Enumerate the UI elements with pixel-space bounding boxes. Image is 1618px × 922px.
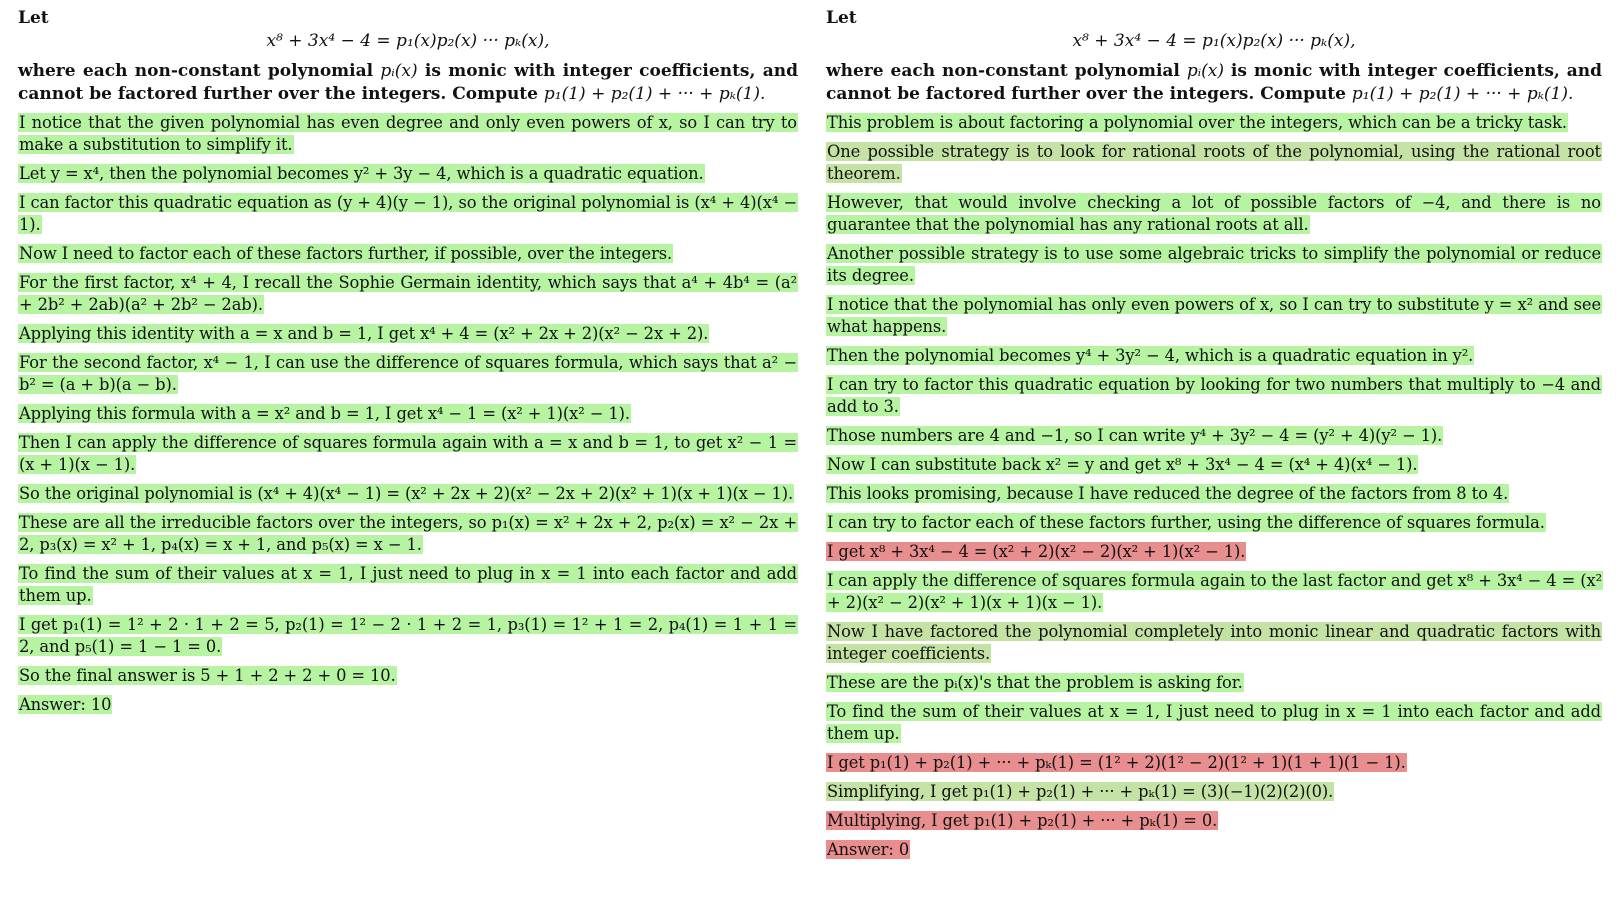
step-text: To find the sum of their values at x = 1, I just need to plug in x = 1 into each factor and add them up. [827, 702, 1601, 743]
step-text: Multiplying, I get p₁(1) + p₂(1) + ··· + pₖ(1) = 0. [827, 811, 1218, 830]
solution-step [826, 454, 1602, 476]
step-text: I get x⁸ + 3x⁴ − 4 = (x² + 2)(x² − 2)(x² + 1)(x² − 1). [827, 542, 1246, 561]
problem-text-b: is monic with integer coefficients, and cannot be factored further over the integers. Compute [18, 61, 798, 104]
left-solution-column [18, 8, 798, 723]
step-text: One possible strategy is to look for rational roots of the polynomial, using the rational root theorem. [827, 142, 1601, 183]
solution-step [826, 781, 1602, 803]
problem-formula: x⁸ + 3x⁴ − 4 = p₁(x)p₂(x) ··· pₖ(x), [266, 31, 550, 51]
solution-step [826, 621, 1602, 665]
step-text: Answer: 0 [827, 840, 910, 859]
step-text: So the original polynomial is (x⁴ + 4)(x⁴ − 1) = (x² + 2x + 2)(x² − 2x + 2)(x² + 1)(x + 1)(x − 1). [19, 484, 794, 503]
solution-step [826, 374, 1602, 418]
step-text: I can apply the difference of squares formula again to the last factor and get x⁸ + 3x⁴ − 4 = (x² + 2)(x² − 2)(x² + 1)(x + 1)(x − 1). [827, 571, 1603, 612]
solution-step [826, 243, 1602, 287]
step-text: Now I can substitute back x² = y and get x⁸ + 3x⁴ − 4 = (x⁴ + 4)(x⁴ − 1). [827, 455, 1418, 474]
solution-step [18, 112, 798, 156]
step-text: I notice that the given polynomial has even degree and only even powers of x, so I can try to make a substitution to simplify it. [19, 113, 797, 154]
solution-step [18, 243, 798, 265]
solution-step [18, 352, 798, 396]
solution-step [18, 323, 798, 345]
problem-sum: p₁(1) + p₂(1) + ··· + pₖ(1). [1351, 84, 1574, 104]
solution-step [18, 512, 798, 556]
step-text: However, that would involve checking a lot of possible factors of −4, and there is no guarantee that the polynomial has any rational roots at all. [827, 193, 1601, 234]
solution-step [18, 665, 798, 687]
solution-step [18, 694, 798, 716]
step-text: Applying this identity with a = x and b = 1, I get x⁴ + 4 = (x² + 2x + 2)(x² − 2x + 2). [19, 324, 709, 343]
step-text: For the first factor, x⁴ + 4, I recall the Sophie Germain identity, which says that a⁴ + 4b⁴ = (a² + 2b² + 2ab)(a² + 2b² − 2ab). [19, 273, 797, 314]
solution-step [826, 425, 1602, 447]
solution-step [18, 192, 798, 236]
step-text: I get p₁(1) = 1² + 2 · 1 + 2 = 5, p₂(1) = 1² − 2 · 1 + 2 = 1, p₃(1) = 1² + 1 = 2, p₄(1) = 1 + 1 = 2, and p₅(1) = 1 − 1 = 0. [19, 615, 797, 656]
problem-text-b: is monic with integer coefficients, and cannot be factored further over the integers. Compute [826, 61, 1602, 104]
right-solution-column [826, 8, 1602, 868]
solution-step [18, 563, 798, 607]
solution-step [18, 272, 798, 316]
solution-step [826, 345, 1602, 367]
problem-sum: p₁(1) + p₂(1) + ··· + pₖ(1). [543, 84, 766, 104]
step-text: I notice that the polynomial has only even powers of x, so I can try to substitute y = x² and see what happens. [827, 295, 1601, 336]
step-text: I can try to factor this quadratic equation by looking for two numbers that multiply to −4 and add to 3. [827, 375, 1601, 416]
step-text: Applying this formula with a = x² and b = 1, I get x⁴ − 1 = (x² + 1)(x² − 1). [19, 404, 630, 423]
problem-pi: pᵢ(x) [380, 61, 418, 81]
solution-step [826, 141, 1602, 185]
step-text: Another possible strategy is to use some algebraic tricks to simplify the polynomial or reduce its degree. [827, 244, 1601, 285]
problem-statement [18, 60, 798, 106]
problem-text-a: where each non-constant polynomial [826, 61, 1187, 81]
solution-step [18, 403, 798, 425]
step-text: Those numbers are 4 and −1, so I can write y⁴ + 3y² − 4 = (y² + 4)(y² − 1). [827, 426, 1443, 445]
solution-step [826, 839, 1602, 861]
solution-steps-left [18, 112, 798, 716]
solution-step [826, 483, 1602, 505]
problem-statement [826, 60, 1602, 106]
let-label: Let [826, 8, 857, 28]
solution-step [18, 614, 798, 658]
step-text: Now I have factored the polynomial completely into monic linear and quadratic factors with integer coefficients. [827, 622, 1601, 663]
solution-step [826, 192, 1602, 236]
step-text: Now I need to factor each of these factors further, if possible, over the integers. [19, 244, 673, 263]
step-text: Simplifying, I get p₁(1) + p₂(1) + ··· + pₖ(1) = (3)(−1)(2)(2)(0). [827, 782, 1334, 801]
problem-text-a: where each non-constant polynomial [18, 61, 381, 81]
solution-step [826, 541, 1602, 563]
solution-step [826, 570, 1602, 614]
problem-pi: pᵢ(x) [1186, 61, 1224, 81]
solution-step [18, 163, 798, 185]
problem-formula: x⁸ + 3x⁴ − 4 = p₁(x)p₂(x) ··· pₖ(x), [1072, 31, 1356, 51]
step-text: I can try to factor each of these factors further, using the difference of squares formula. [827, 513, 1545, 532]
step-text: This problem is about factoring a polynomial over the integers, which can be a tricky task. [827, 113, 1567, 132]
step-text: Then the polynomial becomes y⁴ + 3y² − 4, which is a quadratic equation in y². [827, 346, 1474, 365]
step-text: So the final answer is 5 + 1 + 2 + 2 + 0 = 10. [19, 666, 396, 685]
step-text: These are all the irreducible factors over the integers, so p₁(x) = x² + 2x + 2, p₂(x) = x² − 2x + 2, p₃(x) = x² + 1, p₄(x) = x + 1, and p₅(x) = x − 1. [19, 513, 797, 554]
step-text: This looks promising, because I have reduced the degree of the factors from 8 to 4. [827, 484, 1509, 503]
solution-step [18, 483, 798, 505]
step-text: To find the sum of their values at x = 1, I just need to plug in x = 1 into each factor and add them up. [19, 564, 797, 605]
solution-step [826, 672, 1602, 694]
step-text: These are the pᵢ(x)'s that the problem is asking for. [827, 673, 1243, 692]
let-label: Let [18, 8, 49, 28]
solution-step [826, 512, 1602, 534]
step-text: Then I can apply the difference of squares formula again with a = x and b = 1, to get x² − 1 = (x + 1)(x − 1). [19, 433, 797, 474]
step-text: I can factor this quadratic equation as (y + 4)(y − 1), so the original polynomial is (x⁴ + 4)(x⁴ − 1). [19, 193, 797, 234]
step-text: For the second factor, x⁴ − 1, I can use the difference of squares formula, which says that a² − b² = (a + b)(a − b). [19, 353, 797, 394]
solution-step [826, 294, 1602, 338]
solution-step [826, 112, 1602, 134]
solution-step [18, 432, 798, 476]
solution-step [826, 810, 1602, 832]
step-text: Answer: 10 [19, 695, 112, 714]
step-text: Let y = x⁴, then the polynomial becomes y² + 3y − 4, which is a quadratic equation. [19, 164, 704, 183]
solution-steps-right [826, 112, 1602, 861]
solution-step [826, 752, 1602, 774]
step-text: I get p₁(1) + p₂(1) + ··· + pₖ(1) = (1² + 2)(1² − 2)(1² + 1)(1 + 1)(1 − 1). [827, 753, 1406, 772]
solution-step [826, 701, 1602, 745]
